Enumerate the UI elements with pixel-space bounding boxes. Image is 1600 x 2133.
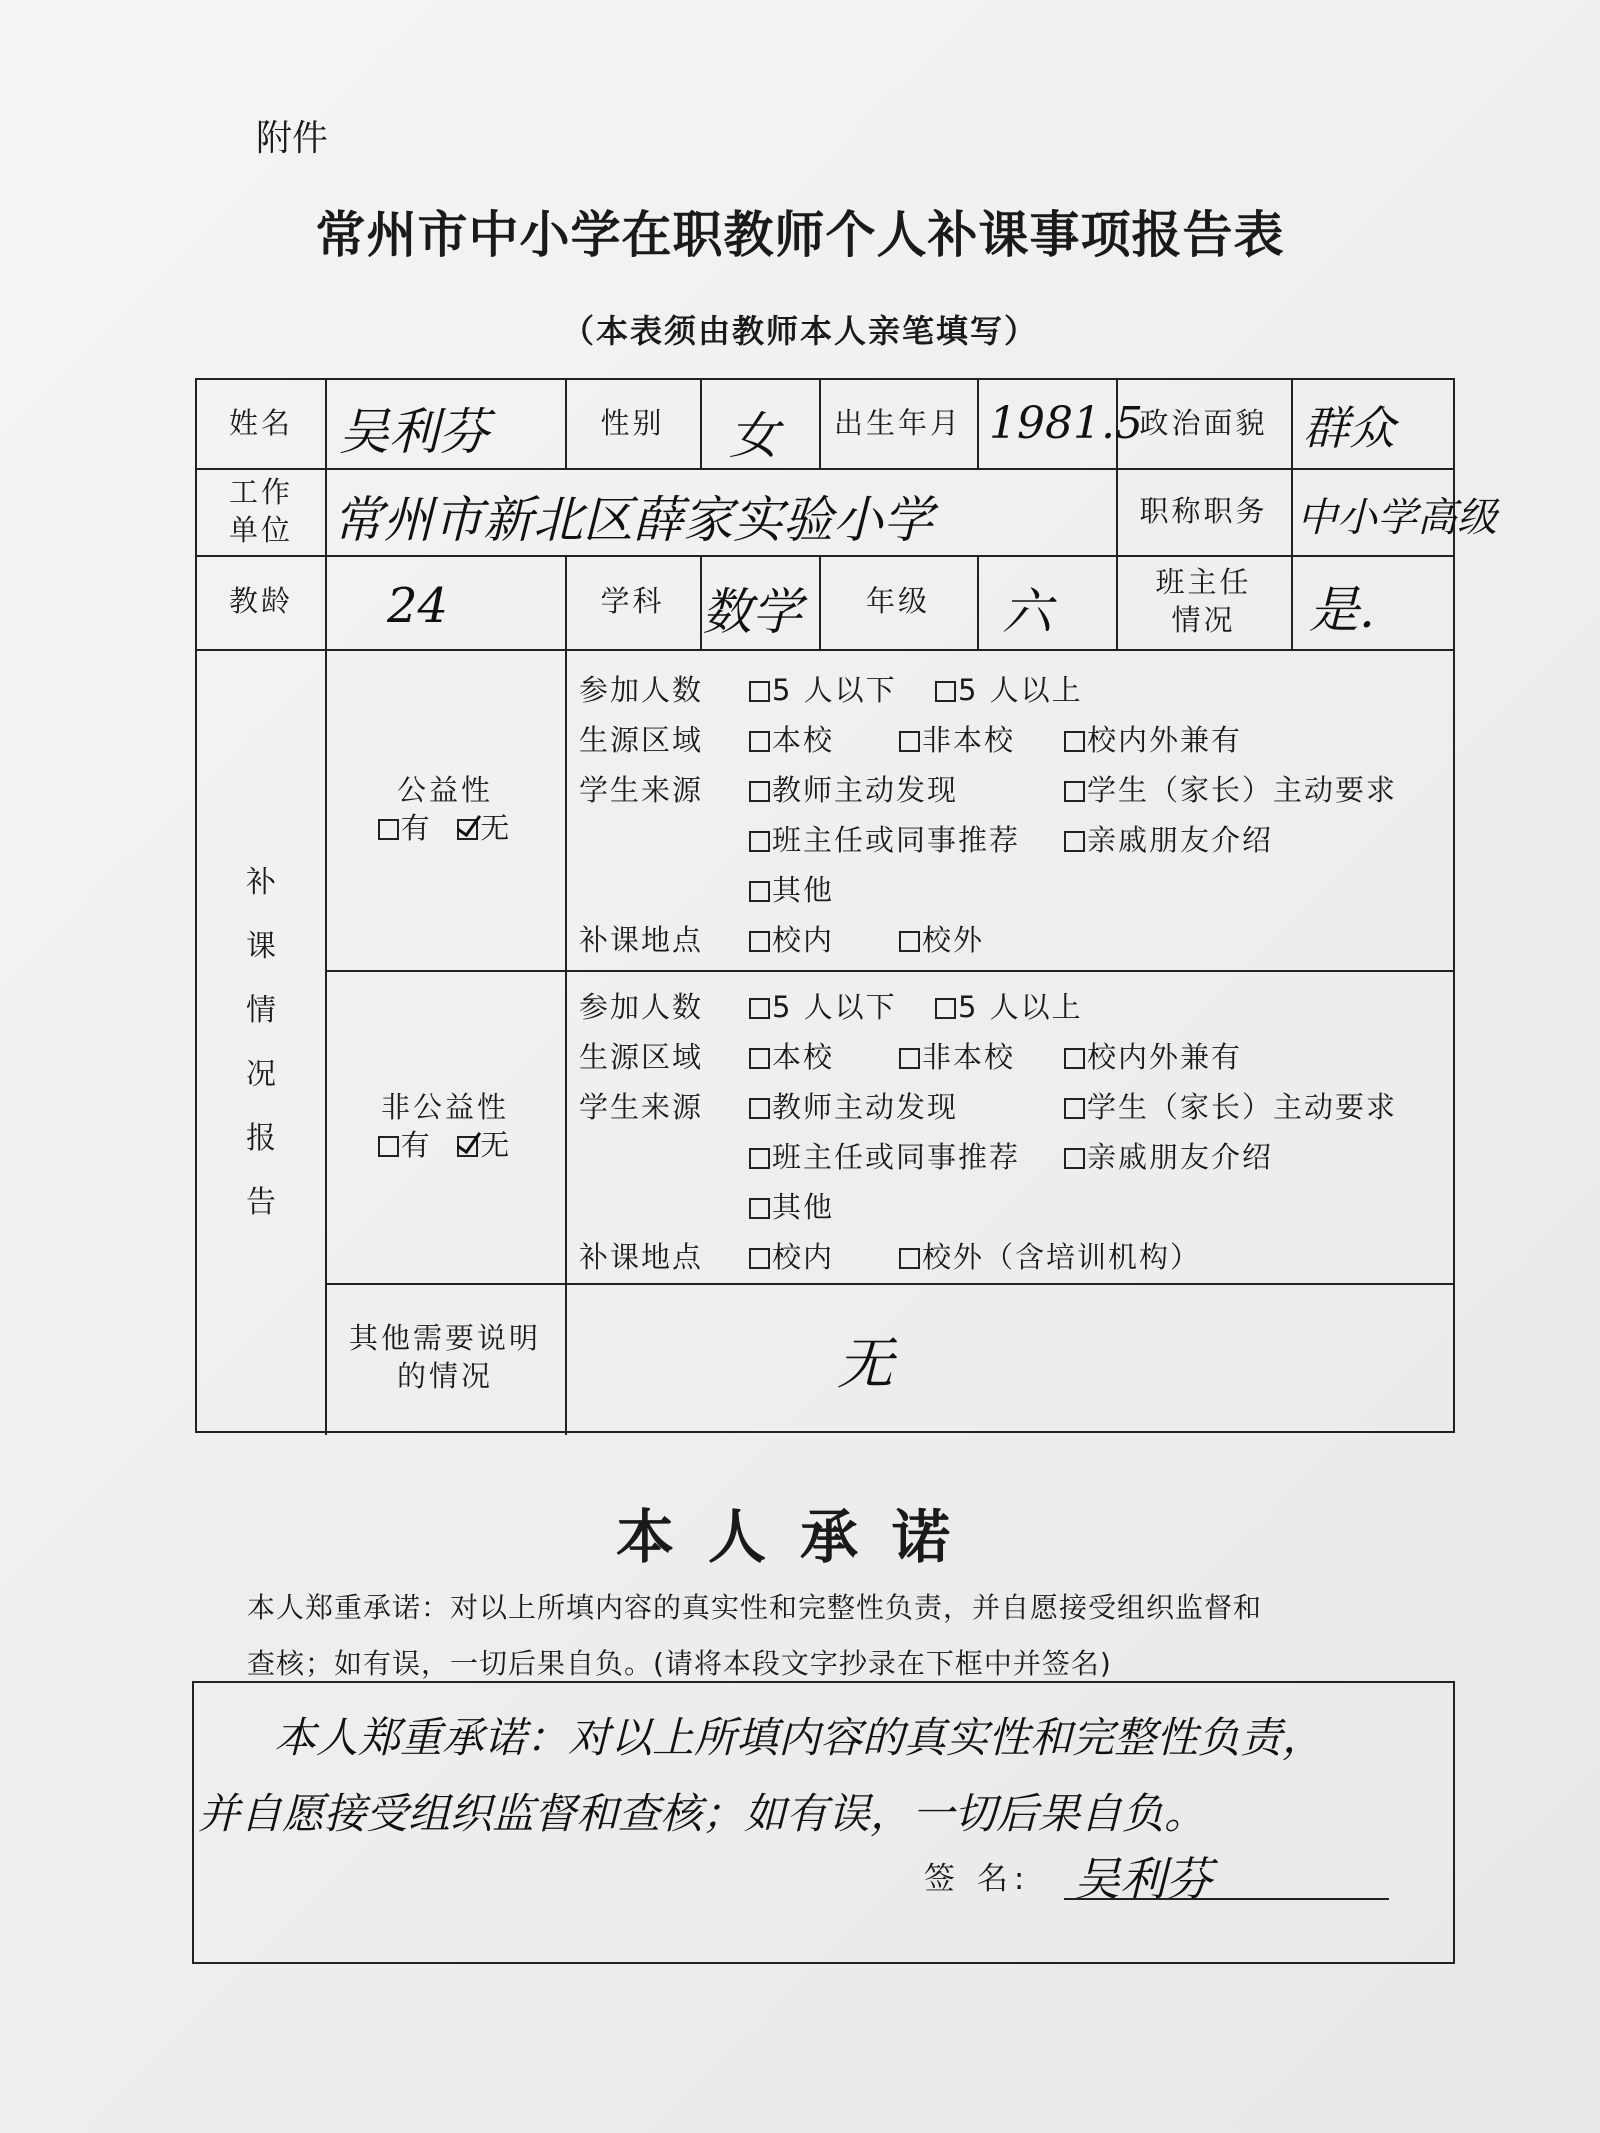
- report-form: [195, 378, 1497, 1433]
- public-source-option[interactable]: 教师主动发现: [749, 765, 958, 815]
- nonpublic-source-option[interactable]: 亲戚朋友介绍: [1064, 1132, 1273, 1182]
- other-notes-label: 其他需要说明 的情况: [348, 1321, 541, 1393]
- col-divider: [977, 555, 979, 649]
- nonpublic-participants-label: 参加人数: [579, 990, 704, 1024]
- public-participants-label: 参加人数: [579, 673, 704, 707]
- name-label: 姓名: [228, 406, 293, 441]
- nonpublic-yes-checkbox[interactable]: [378, 1136, 399, 1157]
- political-value: 群众: [1303, 401, 1395, 455]
- nonpublic-region-option[interactable]: 非本校: [899, 1032, 1015, 1082]
- birth-value: 1981.5: [989, 398, 1143, 449]
- teaching-years-value: 24: [387, 578, 449, 634]
- public-source-label: 学生来源: [579, 773, 704, 807]
- public-region-label: 生源区域: [579, 723, 704, 757]
- name-value: 吴利芬: [339, 403, 489, 461]
- political-label: 政治面貌: [1139, 406, 1268, 441]
- other-notes-value: 无: [837, 1332, 893, 1397]
- col-divider: [1291, 380, 1293, 649]
- public-options: [579, 665, 1439, 965]
- pledge-title: 本人承诺: [615, 1503, 984, 1571]
- handwritten-pledge-line: 本人郑重承诺：对以上所填内容的真实性和完整性负责，: [274, 1713, 1325, 1762]
- nonpublic-source-option[interactable]: 班主任或同事推荐: [749, 1132, 1020, 1182]
- public-no-label: 无: [480, 810, 513, 845]
- attachment-label: 附件: [256, 118, 329, 159]
- nonpublic-options: [579, 982, 1439, 1282]
- public-source-option[interactable]: 学生（家长）主动要求: [1064, 765, 1397, 815]
- public-no-checkbox[interactable]: [457, 819, 478, 840]
- public-source-option[interactable]: 其他: [749, 865, 834, 915]
- nonpublic-location-option[interactable]: 校外（含培训机构）: [899, 1232, 1201, 1282]
- gender-value: 女: [729, 407, 779, 465]
- col-divider: [977, 380, 979, 468]
- nonpublic-location-label: 补课地点: [579, 1240, 704, 1274]
- nonpublic-no-label: 无: [480, 1127, 513, 1162]
- signature: 吴利芬: [1074, 1852, 1212, 1906]
- nonpublic-source-option[interactable]: 学生（家长）主动要求: [1064, 1082, 1397, 1132]
- nonpublic-category-label: 非公益性: [380, 1089, 509, 1124]
- nonpublic-source-option[interactable]: 其他: [749, 1182, 834, 1232]
- subject-value: 数学: [702, 583, 802, 641]
- public-location-label: 补课地点: [579, 923, 704, 957]
- public-region-option[interactable]: 校内外兼有: [1064, 715, 1242, 765]
- pledge-handwriting-box: [192, 1681, 1455, 1964]
- public-category: [325, 649, 565, 970]
- gender-label: 性别: [600, 406, 665, 441]
- public-location-option[interactable]: 校外: [899, 915, 984, 965]
- pledge-instructions: 本人郑重承诺：对以上所填内容的真实性和完整性负责，并自愿接受组织监督和 查核；如有误，一切后果自负。(请将本段文字抄录在下框中并签名): [247, 1591, 1263, 1680]
- grade-label: 年级: [865, 584, 930, 619]
- nonpublic-region-option[interactable]: 本校: [749, 1032, 834, 1082]
- handwritten-pledge-line: 并自愿接受组织监督和查核；如有误，一切后果自负。: [198, 1789, 1207, 1838]
- nonpublic-source-label: 学生来源: [579, 1090, 704, 1124]
- birth-label: 出生年月: [833, 406, 962, 441]
- col-divider: [700, 380, 702, 468]
- head-teacher-label: 班主任 情况: [1155, 565, 1252, 637]
- public-participants-option[interactable]: 5 人以下: [749, 665, 897, 715]
- nonpublic-no-checkbox[interactable]: [457, 1136, 478, 1157]
- public-source-option[interactable]: 亲戚朋友介绍: [1064, 815, 1273, 865]
- nonpublic-region-label: 生源区域: [579, 1040, 704, 1074]
- public-location-option[interactable]: 校内: [749, 915, 834, 965]
- public-source-option[interactable]: 班主任或同事推荐: [749, 815, 1020, 865]
- nonpublic-source-option[interactable]: 教师主动发现: [749, 1082, 958, 1132]
- public-region-option[interactable]: 非本校: [899, 715, 1015, 765]
- signature-label: 签 名:: [924, 1861, 1031, 1897]
- work-unit-value: 常州市新北区薛家实验小学: [333, 491, 933, 549]
- nonpublic-category: [325, 970, 565, 1283]
- subject-label: 学科: [600, 584, 665, 619]
- col-divider: [565, 555, 567, 1435]
- col-divider: [325, 468, 327, 555]
- nonpublic-region-option[interactable]: 校内外兼有: [1064, 1032, 1242, 1082]
- nonpublic-location-option[interactable]: 校内: [749, 1232, 834, 1282]
- form-title: 常州市中小学在职教师个人补课事项报告表: [315, 205, 1285, 264]
- teaching-years-label: 教龄: [228, 584, 293, 619]
- title-position-label: 职称职务: [1139, 493, 1268, 528]
- public-region-option[interactable]: 本校: [749, 715, 834, 765]
- head-teacher-value: 是.: [1309, 581, 1375, 639]
- grade-value: 六: [1002, 583, 1052, 641]
- public-participants-option[interactable]: 5 人以上: [935, 665, 1083, 715]
- work-unit-label: 工作 单位: [228, 474, 293, 547]
- form-subtitle: （本表须由教师本人亲笔填写）: [561, 312, 1038, 350]
- col-divider: [325, 380, 327, 468]
- nonpublic-yes-label: 有: [400, 1127, 433, 1162]
- nonpublic-participants-option[interactable]: 5 人以下: [749, 982, 897, 1032]
- nonpublic-participants-option[interactable]: 5 人以上: [935, 982, 1083, 1032]
- title-position-value: 中小学高级: [1297, 495, 1497, 541]
- public-yes-checkbox[interactable]: [378, 819, 399, 840]
- public-yes-label: 有: [400, 810, 433, 845]
- public-category-label: 公益性: [396, 772, 493, 807]
- tutoring-report-label: 补 课 情 况 报 告: [246, 865, 276, 1220]
